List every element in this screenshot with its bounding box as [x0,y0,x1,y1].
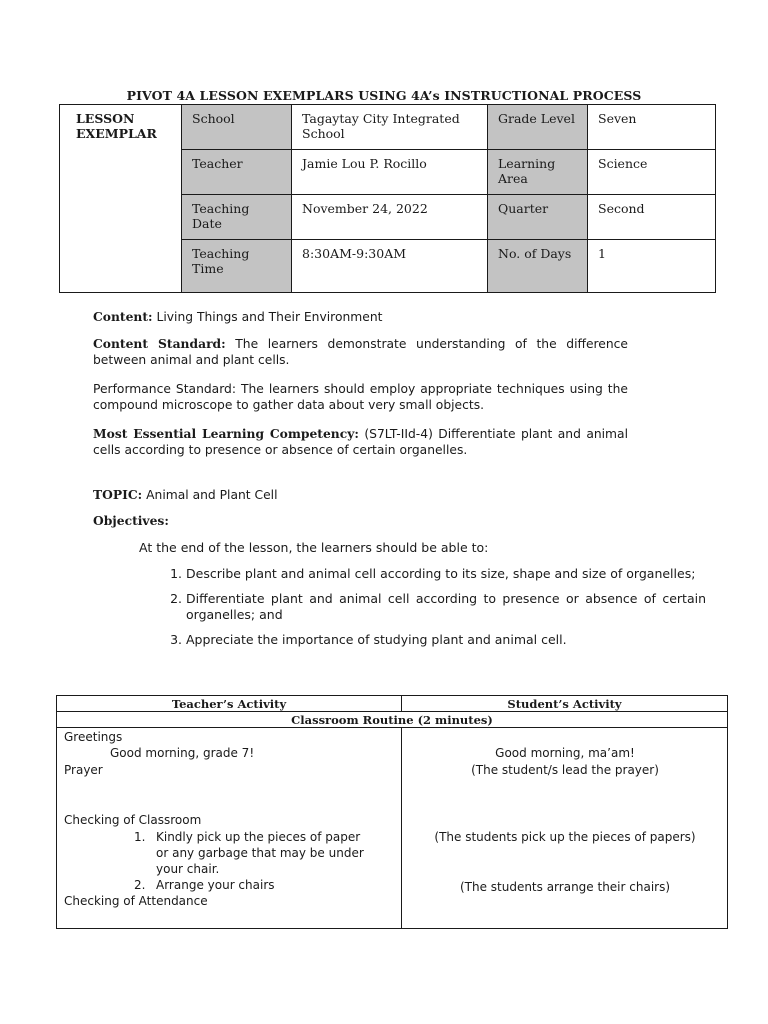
content-standard-label: Content Standard: [93,336,226,351]
no-of-days-value: 1 [588,240,716,293]
no-of-days-label: No. of Days [488,240,588,293]
lesson-header-table [59,104,716,293]
objective-item: 3. Appreciate the importance of studying plant and animal cell. [186,632,706,648]
teaching-time-label: Teaching Time [182,240,292,293]
objectives-heading [93,513,628,529]
routine-item-text: or any garbage that may be under [156,846,364,860]
document-title: PIVOT 4A LESSON EXEMPLARS USING 4A’s INSTRUCTIONAL PROCESS [126,88,642,103]
lesson-exemplar-label: LESSON EXEMPLAR [60,105,182,293]
content-standard-text: The learners demonstrate understanding of the difference between animal and plant cells. [93,337,628,367]
routine-item-text: Kindly pick up the pieces of paper [156,830,361,844]
routine-item-text: Arrange your chairs [156,878,275,892]
content-label: Content: [93,309,153,324]
student-prayer: (The student/s lead the prayer) [471,763,659,777]
teacher-activity-cell [57,728,402,929]
greetings-label: Greetings [64,730,123,744]
objectives-list [160,566,706,657]
grade-level-label: Grade Level [488,105,588,150]
student-arrange: (The students arrange their chairs) [459,880,671,894]
routine-item-number: 1. [134,830,146,844]
objective-item: 2. Differentiate plant and animal cell according to presence or absence of certain organelles; and [186,591,706,623]
topic-label: TOPIC: [93,487,143,502]
routine-item-text: your chair. [156,862,220,876]
student-activity-cell [402,728,728,929]
student-greeting: Good morning, ma’am! [495,746,635,760]
topic-paragraph [93,487,628,503]
quarter-value: Second [588,195,716,240]
school-label: School [182,105,292,150]
student-activity-header: Student’s Activity [402,696,728,712]
content-paragraph [93,309,628,325]
quarter-label: Quarter [488,195,588,240]
learning-area-value: Science [588,150,716,195]
teaching-time-value: 8:30AM-9:30AM [292,240,488,293]
grade-level-value: Seven [588,105,716,150]
content-text: Living Things and Their Environment [156,310,383,324]
melc-paragraph [93,426,628,458]
student-pick-up: (The students pick up the pieces of papers) [434,830,696,844]
content-standard-paragraph [93,336,628,368]
routine-item-number: 2. [134,878,146,892]
melc-text: (S7LT-IId-4) Differentiate plant and animal cells according to presence or absence of certain organelles. [93,427,628,457]
classroom-routine-header: Classroom Routine (2 minutes) [57,712,728,728]
objectives-label: Objectives: [93,513,169,528]
teaching-date-label: Teaching Date [182,195,292,240]
checking-classroom-label: Checking of Classroom [64,813,202,827]
teacher-activity-header: Teacher’s Activity [57,696,402,712]
teacher-value: Jamie Lou P. Rocillo [292,150,488,195]
melc-label: Most Essential Learning Competency: [93,426,359,441]
objectives-intro: At the end of the lesson, the learners should be able to: [139,540,489,555]
teacher-greeting: Good morning, grade 7! [110,746,255,760]
checking-attendance-label: Checking of Attendance [64,894,208,908]
performance-standard-paragraph: Performance Standard: The learners should employ appropriate techniques using the compound microscope to gather data about very small objects. [93,382,628,412]
teaching-date-value: November 24, 2022 [292,195,488,240]
objective-item: 1. Describe plant and animal cell according to its size, shape and size of organelles; [186,566,706,582]
learning-area-label: Learning Area [488,150,588,195]
teacher-label: Teacher [182,150,292,195]
activity-table [56,695,728,929]
prayer-label: Prayer [64,763,103,777]
topic-text: Animal and Plant Cell [146,488,278,502]
school-value: Tagaytay City Integrated School [292,105,488,150]
